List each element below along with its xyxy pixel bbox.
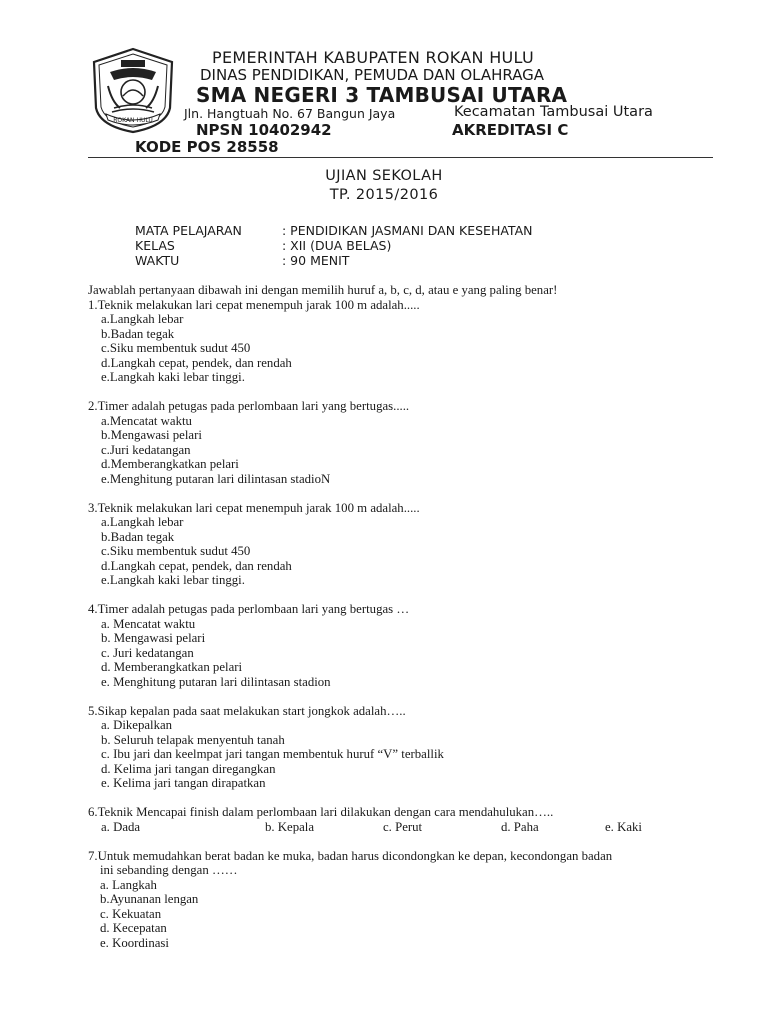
school-name: SMA NEGERI 3 TAMBUSAI UTARA xyxy=(196,83,568,107)
option-c: c. Perut xyxy=(383,819,423,834)
school-address: Jln. Hangtuah No. 67 Bangun Jaya xyxy=(184,106,396,121)
option-d: d.Memberangkatkan pelari xyxy=(101,457,239,471)
option-row xyxy=(88,820,728,835)
option-c: c. Juri kedatangan xyxy=(101,645,194,660)
question-2 xyxy=(88,399,728,486)
question-text: 3.Teknik melakukan lari cepat menempuh jarak 100 m adalah..... xyxy=(88,500,420,515)
option-c: c.Juri kedatangan xyxy=(101,442,191,457)
question-text: 6.Teknik Mencapai finish dalam perlombaan lari dilakukan dengan cara mendahulukan….. xyxy=(88,805,554,819)
postal-code: KODE POS 28558 xyxy=(135,138,279,156)
option-c: c.Siku membentuk sudut 450 xyxy=(101,341,251,355)
option-a: a.Mencatat waktu xyxy=(101,413,192,428)
option-b: b.Badan tegak xyxy=(101,529,175,544)
option-d: d.Langkah cepat, pendek, dan rendah xyxy=(101,558,292,573)
question-7 xyxy=(88,849,728,951)
option-d: d. Paha xyxy=(501,819,539,834)
option-c: c. Kekuatan xyxy=(100,906,162,921)
option-b: b.Badan tegak xyxy=(101,326,175,341)
exam-info xyxy=(135,223,533,268)
option-e: e.Langkah kaki lebar tinggi. xyxy=(101,370,245,384)
option-a: a. Dada xyxy=(101,819,141,834)
option-c: c. Ibu jari dan keelmpat jari tangan membentuk huruf “V” terballik xyxy=(101,747,444,761)
question-3 xyxy=(88,501,728,588)
option-e: e.Menghitung putaran lari dilintasan stadioN xyxy=(101,471,331,486)
option-d: d. Kelima jari tangan diregangkan xyxy=(101,761,276,776)
regency-logo xyxy=(88,46,178,134)
option-d: d. Kecepatan xyxy=(100,921,167,935)
info-row-time xyxy=(135,253,533,268)
question-text-continued: ini sebanding dengan …… xyxy=(100,863,238,877)
option-d: d. Memberangkatkan pelari xyxy=(101,660,243,674)
option-a: a.Langkah lebar xyxy=(101,515,184,529)
school-npsn: NPSN 10402942 xyxy=(196,121,332,139)
info-row-subject xyxy=(135,223,533,238)
school-district: Kecamatan Tambusai Utara xyxy=(454,104,653,120)
header-divider xyxy=(88,157,713,158)
question-5 xyxy=(88,704,728,791)
exam-title-block xyxy=(0,167,768,205)
option-b: b.Mengawasi pelari xyxy=(101,428,202,442)
department-title: DINAS PENDIDIKAN, PEMUDA DAN OLAHRAGA xyxy=(200,66,545,84)
option-b: b.Ayunanan lengan xyxy=(100,892,199,906)
info-label: MATA PELAJARAN xyxy=(135,223,242,238)
question-6 xyxy=(88,805,728,834)
info-label: KELAS xyxy=(135,238,175,253)
question-4 xyxy=(88,602,728,689)
option-e: e. Kelima jari tangan dirapatkan xyxy=(101,776,266,790)
instruction: Jawablah pertanyaan dibawah ini dengan memilih huruf a, b, c, d, atau e yang paling benar! xyxy=(88,283,558,297)
school-accreditation: AKREDITASI C xyxy=(452,121,569,139)
question-text: 4.Timer adalah petugas pada perlombaan lari yang bertugas … xyxy=(88,602,410,616)
info-value: : 90 MENIT xyxy=(282,253,350,268)
info-label: WAKTU xyxy=(135,253,180,268)
question-list xyxy=(88,283,728,965)
option-b: b. Mengawasi pelari xyxy=(101,631,206,645)
question-1 xyxy=(88,298,728,385)
option-b: b. Seluruh telapak menyentuh tanah xyxy=(101,732,285,747)
logo-text: ROKAN HULU xyxy=(113,117,153,124)
question-text: 7.Untuk memudahkan berat badan ke muka, badan harus dicondongkan ke depan, kecondongan badan xyxy=(88,848,613,863)
option-b: b. Kepala xyxy=(265,819,315,834)
info-value: : XII (DUA BELAS) xyxy=(282,238,392,253)
option-e: e.Langkah kaki lebar tinggi. xyxy=(101,573,245,587)
option-e: e. Kaki xyxy=(605,819,642,834)
option-e: e. Menghitung putaran lari dilintasan stadion xyxy=(101,674,331,689)
info-row-class xyxy=(135,238,533,253)
question-text: 1.Teknik melakukan lari cepat menempuh jarak 100 m adalah..... xyxy=(88,297,420,312)
exam-period: TP. 2015/2016 xyxy=(329,187,439,203)
option-a: a. Langkah xyxy=(100,877,157,892)
government-title: PEMERINTAH KABUPATEN ROKAN HULU xyxy=(212,48,534,67)
info-value: : PENDIDIKAN JASMANI DAN KESEHATAN xyxy=(282,223,533,238)
option-a: a. Mencatat waktu xyxy=(101,616,196,631)
option-d: d.Langkah cepat, pendek, dan rendah xyxy=(101,355,292,370)
option-e: e. Koordinasi xyxy=(100,935,169,950)
option-a: a.Langkah lebar xyxy=(101,312,184,326)
option-c: c.Siku membentuk sudut 450 xyxy=(101,544,251,558)
question-text: 5.Sikap kepalan pada saat melakukan start jongkok adalah….. xyxy=(88,703,406,718)
option-a: a. Dikepalkan xyxy=(101,718,173,732)
question-text: 2.Timer adalah petugas pada perlombaan lari yang bertugas..... xyxy=(88,399,410,413)
exam-title: UJIAN SEKOLAH xyxy=(325,168,443,184)
